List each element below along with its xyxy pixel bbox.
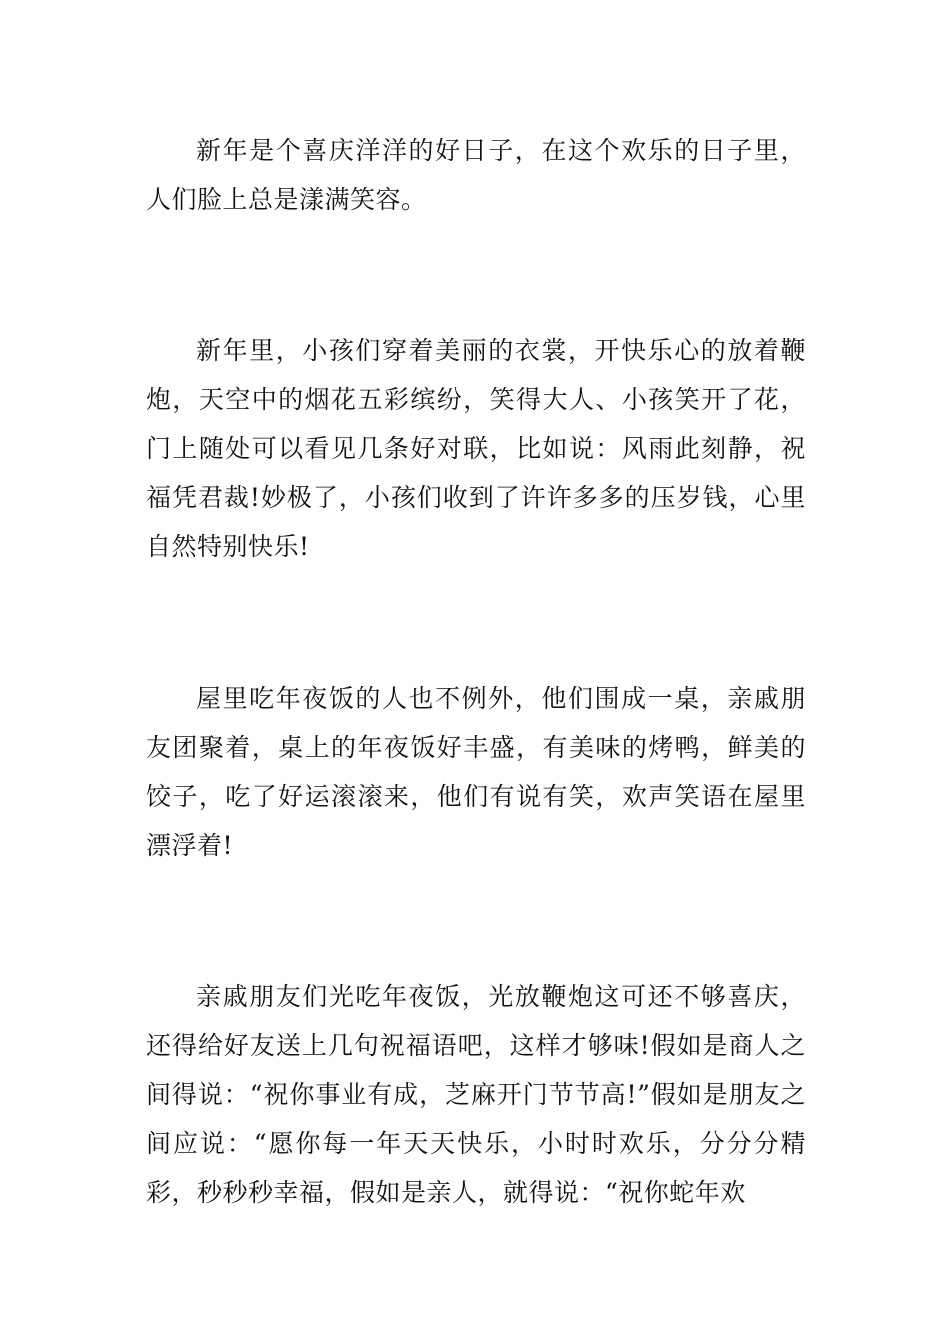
- paragraph-4: 亲戚朋友们光吃年夜饭，光放鞭炮这可还不够喜庆，还得给好友送上几句祝福语吧，这样才够味!假如是商人之间得说：“祝你事业有成，芝麻开门节节高!”假如是朋友之间应说：“愿你每一年天天快乐，小时时欢乐，分分分精彩，秒秒秒幸福，假如是亲人，就得说：“祝你蛇年欢: [146, 982, 806, 1207]
- paragraph-2: 新年里，小孩们穿着美丽的衣裳，开快乐心的放着鞭炮，天空中的烟花五彩缤纷，笑得大人、小孩笑开了花，门上随处可以看见几条好对联，比如说：风雨此刻静，祝福凭君裁!妙极了，小孩们收到了许许多多的压岁钱，心里自然特别快乐!: [146, 336, 806, 561]
- paragraph-3: 屋里吃年夜饭的人也不例外，他们围成一桌，亲戚朋友团聚着，桌上的年夜饭好丰盛，有美味的烤鸭，鲜美的饺子，吃了好运滚滚来，他们有说有笑，欢声笑语在屋里漂浮着!: [146, 684, 806, 860]
- paragraph-1: 新年是个喜庆洋洋的好日子，在这个欢乐的日子里，人们脸上总是漾满笑容。: [146, 136, 806, 214]
